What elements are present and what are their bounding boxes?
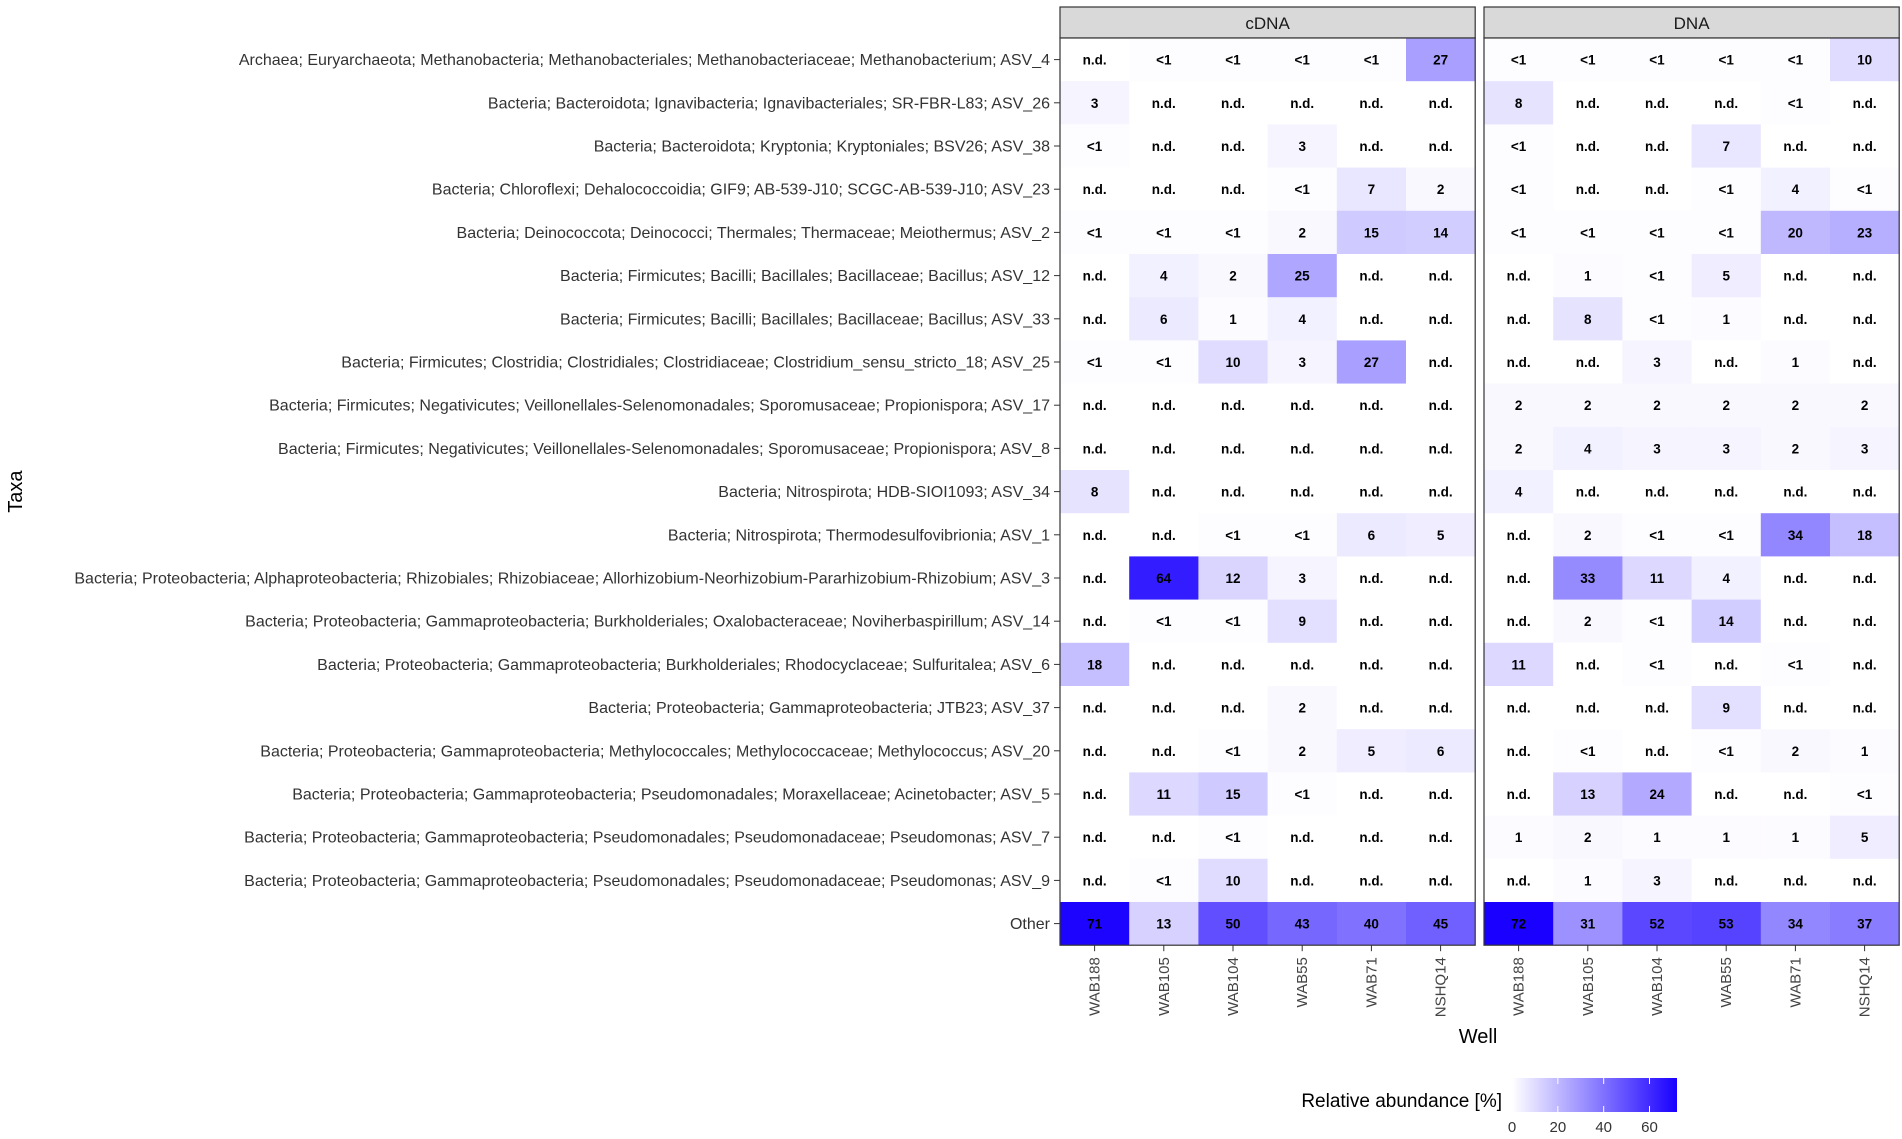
cell-value: 8 bbox=[1514, 95, 1523, 111]
row-label: Archaea; Euryarchaeota; Methanobacteria; Methanobacteriales; Methanobacteriaceae; Methanobacterium; ASV_4 bbox=[238, 52, 1050, 70]
cell-value: n.d. bbox=[1783, 268, 1808, 284]
cell-value: n.d. bbox=[1290, 441, 1315, 457]
legend-tick-label: 0 bbox=[1507, 1119, 1517, 1136]
cell-value: 2 bbox=[1298, 225, 1306, 241]
cell-value: <1 bbox=[1086, 139, 1103, 154]
cell-value: n.d. bbox=[1428, 571, 1453, 586]
row-label: Bacteria; Bacteroidota; Ignavibacteria; Ignavibacteriales; SR-FBR-L83; ASV_26 bbox=[487, 95, 1050, 113]
cell-value: 25 bbox=[1294, 268, 1310, 284]
cell-value: n.d. bbox=[1506, 268, 1531, 284]
cell-value: n.d. bbox=[1082, 182, 1107, 198]
cell-value: n.d. bbox=[1575, 700, 1600, 716]
cell-value: n.d. bbox=[1359, 571, 1384, 586]
cell-value: <1 bbox=[1225, 52, 1241, 68]
cell-value: 14 bbox=[1433, 225, 1449, 241]
cell-value: n.d. bbox=[1575, 95, 1600, 111]
cell-value: n.d. bbox=[1151, 398, 1176, 414]
row-label: Bacteria; Firmicutes; Negativicutes; Veillonellales-Selenomonadales; Sporomusaceae; Propionispora; ASV_17 bbox=[269, 397, 1050, 415]
cell-value: n.d. bbox=[1151, 95, 1176, 111]
row-label: Bacteria; Proteobacteria; Gammaproteobacteria; JTB23; ASV_37 bbox=[588, 700, 1050, 718]
cell-value: n.d. bbox=[1428, 657, 1453, 673]
cell-value: 11 bbox=[1649, 571, 1665, 586]
cell-value: 9 bbox=[1298, 614, 1306, 630]
cell-value: <1 bbox=[1649, 52, 1665, 68]
cell-value: n.d. bbox=[1783, 139, 1808, 154]
cell-value: 11 bbox=[1511, 657, 1526, 673]
cell-value: 2 bbox=[1584, 398, 1592, 414]
row-label: Bacteria; Proteobacteria; Gammaproteobacteria; Pseudomonadales; Moraxellaceae; Acinetobacter; ASV_5 bbox=[292, 786, 1050, 804]
cell-value: n.d. bbox=[1783, 614, 1808, 630]
cell-value: <1 bbox=[1156, 52, 1172, 68]
cell-value: 1 bbox=[1722, 830, 1730, 846]
cell-value: n.d. bbox=[1082, 787, 1107, 802]
facet-title: DNA bbox=[1673, 14, 1710, 33]
cell-value: 1 bbox=[1860, 743, 1869, 759]
cell-value: 1 bbox=[1229, 311, 1237, 327]
cell-value: n.d. bbox=[1783, 787, 1808, 802]
cell-value: n.d. bbox=[1852, 139, 1877, 154]
cell-value: n.d. bbox=[1359, 268, 1384, 284]
cell-value: <1 bbox=[1649, 614, 1665, 630]
row-label: Bacteria; Proteobacteria; Gammaproteobacteria; Pseudomonadales; Pseudomonadaceae; Pseudomonas; ASV_7 bbox=[244, 829, 1050, 847]
cell-value: 4 bbox=[1722, 571, 1730, 586]
cell-value: 1 bbox=[1722, 311, 1730, 327]
cell-value: n.d. bbox=[1290, 95, 1315, 111]
cell-value: n.d. bbox=[1151, 700, 1176, 716]
cell-value: n.d. bbox=[1852, 484, 1877, 500]
cell-value: <1 bbox=[1718, 52, 1734, 68]
cell-value: n.d. bbox=[1082, 700, 1107, 716]
cell-value: n.d. bbox=[1151, 527, 1176, 543]
cell-value: n.d. bbox=[1221, 182, 1245, 198]
cell-value: n.d. bbox=[1359, 657, 1384, 673]
cell-value: 24 bbox=[1649, 787, 1665, 802]
cell-value: <1 bbox=[1649, 311, 1665, 327]
cell-value: n.d. bbox=[1151, 139, 1176, 154]
cell-value: <1 bbox=[1225, 614, 1241, 630]
cell-value: 2 bbox=[1436, 182, 1445, 198]
cell-value: n.d. bbox=[1506, 743, 1531, 759]
cell-value: 2 bbox=[1584, 830, 1592, 846]
cell-value: n.d. bbox=[1852, 268, 1877, 284]
cell-value: n.d. bbox=[1221, 657, 1245, 673]
cell-value: 3 bbox=[1298, 139, 1306, 154]
cell-value: n.d. bbox=[1151, 657, 1176, 673]
cell-value: 33 bbox=[1580, 571, 1596, 586]
cell-value: <1 bbox=[1510, 182, 1527, 198]
facet-title: cDNA bbox=[1245, 14, 1290, 33]
cell-value: n.d. bbox=[1783, 484, 1808, 500]
row-label: Bacteria; Proteobacteria; Gammaproteobacteria; Methylococcales; Methylococcaceae; Methylococcus; ASV_20 bbox=[260, 743, 1050, 761]
cell-value: n.d. bbox=[1290, 484, 1315, 500]
cell-value: 64 bbox=[1156, 571, 1172, 586]
cell-value: <1 bbox=[1294, 787, 1310, 802]
cell-value: 50 bbox=[1225, 916, 1241, 932]
cell-value: <1 bbox=[1086, 355, 1103, 370]
cell-value: 23 bbox=[1857, 225, 1873, 241]
cell-value: n.d. bbox=[1221, 398, 1245, 414]
cell-value: n.d. bbox=[1082, 52, 1107, 68]
col-label: WAB55 bbox=[1718, 957, 1736, 1008]
cell-value: n.d. bbox=[1151, 484, 1176, 500]
cell-value: n.d. bbox=[1428, 95, 1453, 111]
cell-value: 45 bbox=[1433, 916, 1449, 932]
col-label: WAB71 bbox=[1363, 957, 1381, 1008]
cell-value: n.d. bbox=[1714, 657, 1739, 673]
cell-value: 2 bbox=[1722, 398, 1730, 414]
cell-value: 1 bbox=[1653, 830, 1661, 846]
row-label: Bacteria; Nitrospirota; Thermodesulfovibrionia; ASV_1 bbox=[667, 527, 1050, 545]
row-label: Bacteria; Firmicutes; Clostridia; Clostridiales; Clostridiaceae; Clostridium_sensu_stricto_18; ASV_25 bbox=[341, 354, 1050, 372]
cell-value: <1 bbox=[1225, 830, 1241, 846]
cell-value: 20 bbox=[1787, 225, 1803, 241]
cell-value: n.d. bbox=[1428, 398, 1453, 414]
cell-value: n.d. bbox=[1082, 311, 1107, 327]
row-label: Bacteria; Proteobacteria; Alphaproteobacteria; Rhizobiales; Rhizobiaceae; Allorhizobium-Neorhizobium-Pararhizobium-Rhizobium; ASV_3 bbox=[74, 570, 1050, 588]
cell-value: 2 bbox=[1584, 614, 1592, 630]
cell-value: 37 bbox=[1857, 916, 1873, 932]
cell-value: n.d. bbox=[1783, 571, 1808, 586]
cell-value: 15 bbox=[1225, 787, 1241, 802]
cell-value: n.d. bbox=[1428, 268, 1453, 284]
row-label: Bacteria; Bacteroidota; Kryptonia; Kryptoniales; BSV26; ASV_38 bbox=[593, 138, 1050, 156]
cell-value: 2 bbox=[1653, 398, 1661, 414]
cell-value: <1 bbox=[1649, 225, 1665, 241]
cell-value: 2 bbox=[1298, 743, 1306, 759]
cell-value: <1 bbox=[1718, 743, 1734, 759]
legend-tick-label: 60 bbox=[1641, 1119, 1658, 1136]
cell-value: 18 bbox=[1087, 657, 1103, 673]
cell-value: n.d. bbox=[1290, 398, 1315, 414]
cell-value: n.d. bbox=[1575, 139, 1600, 154]
cell-value: <1 bbox=[1156, 873, 1172, 889]
col-label: WAB105 bbox=[1579, 957, 1597, 1016]
legend-colorbar bbox=[1512, 1078, 1677, 1112]
cell-value: 2 bbox=[1860, 398, 1869, 414]
col-label: NSHQ14 bbox=[1432, 957, 1450, 1018]
cell-value: 4 bbox=[1160, 268, 1168, 284]
cell-value: n.d. bbox=[1359, 441, 1384, 457]
cell-value: 8 bbox=[1584, 311, 1592, 327]
cell-value: 43 bbox=[1294, 916, 1310, 932]
cell-value: n.d. bbox=[1852, 614, 1877, 630]
cell-value: 1 bbox=[1791, 355, 1800, 370]
cell-value: <1 bbox=[1649, 657, 1665, 673]
cell-value: 11 bbox=[1156, 787, 1171, 802]
col-label: WAB104 bbox=[1649, 957, 1666, 1016]
cell-value: 2 bbox=[1791, 743, 1800, 759]
cell-value: 6 bbox=[1367, 527, 1376, 543]
cell-value: <1 bbox=[1649, 527, 1665, 543]
cell-value: n.d. bbox=[1506, 700, 1531, 716]
cell-value: n.d. bbox=[1645, 484, 1669, 500]
cell-value: n.d. bbox=[1221, 95, 1245, 111]
cell-value: n.d. bbox=[1359, 95, 1384, 111]
cell-value: n.d. bbox=[1082, 571, 1107, 586]
cell-value: 53 bbox=[1718, 916, 1734, 932]
cell-value: <1 bbox=[1510, 225, 1527, 241]
cell-value: n.d. bbox=[1714, 873, 1739, 889]
cell-value: 27 bbox=[1363, 355, 1379, 370]
cell-value: n.d. bbox=[1575, 182, 1600, 198]
cell-value: 4 bbox=[1514, 484, 1523, 500]
cell-value: 5 bbox=[1722, 268, 1730, 284]
cell-value: n.d. bbox=[1359, 787, 1384, 802]
cell-value: n.d. bbox=[1428, 873, 1453, 889]
cell-value: n.d. bbox=[1221, 484, 1245, 500]
cell-value: n.d. bbox=[1151, 830, 1176, 846]
cell-value: <1 bbox=[1225, 743, 1241, 759]
cell-value: n.d. bbox=[1852, 311, 1877, 327]
cell-value: n.d. bbox=[1428, 441, 1453, 457]
cell-value: n.d. bbox=[1428, 139, 1453, 154]
cell-value: n.d. bbox=[1645, 700, 1669, 716]
cell-value: n.d. bbox=[1645, 95, 1669, 111]
cell-value: n.d. bbox=[1082, 830, 1107, 846]
cell-value: n.d. bbox=[1221, 700, 1245, 716]
cell-value: <1 bbox=[1787, 657, 1804, 673]
cell-value: <1 bbox=[1294, 182, 1310, 198]
row-label: Bacteria; Proteobacteria; Gammaproteobacteria; Burkholderiales; Oxalobacteraceae; Noviherbaspirillum; ASV_14 bbox=[245, 613, 1050, 631]
cell-value: n.d. bbox=[1082, 527, 1107, 543]
cell-value: n.d. bbox=[1783, 311, 1808, 327]
cell-value: n.d. bbox=[1852, 700, 1877, 716]
row-label: Bacteria; Chloroflexi; Dehalococcoidia; GIF9; AB-539-J10; SCGC-AB-539-J10; ASV_23 bbox=[431, 181, 1050, 199]
cell-value: n.d. bbox=[1082, 268, 1107, 284]
cell-value: 9 bbox=[1722, 700, 1730, 716]
cell-value: 2 bbox=[1298, 700, 1306, 716]
cell-value: <1 bbox=[1718, 527, 1734, 543]
cell-value: <1 bbox=[1510, 139, 1527, 154]
cell-value: n.d. bbox=[1290, 873, 1315, 889]
cell-value: <1 bbox=[1156, 355, 1172, 370]
cell-value: <1 bbox=[1718, 225, 1734, 241]
cell-value: 2 bbox=[1791, 398, 1800, 414]
cell-value: 4 bbox=[1584, 441, 1592, 457]
cell-value: 5 bbox=[1860, 830, 1869, 846]
cell-value: n.d. bbox=[1221, 441, 1245, 457]
cell-value: 14 bbox=[1718, 614, 1734, 630]
cell-value: 2 bbox=[1514, 398, 1523, 414]
row-label: Bacteria; Deinococcota; Deinococci; Thermales; Thermaceae; Meiothermus; ASV_2 bbox=[456, 224, 1050, 242]
cell-value: 4 bbox=[1791, 182, 1800, 198]
cell-value: n.d. bbox=[1506, 355, 1531, 370]
y-axis-title: Taxa bbox=[5, 470, 27, 513]
cell-value: n.d. bbox=[1645, 139, 1669, 154]
col-label: WAB188 bbox=[1510, 957, 1528, 1016]
cell-value: n.d. bbox=[1645, 743, 1669, 759]
cell-value: n.d. bbox=[1428, 311, 1453, 327]
row-label: Bacteria; Firmicutes; Negativicutes; Veillonellales-Selenomonadales; Sporomusaceae; Propionispora; ASV_8 bbox=[278, 440, 1050, 458]
cell-value: <1 bbox=[1718, 182, 1734, 198]
cell-value: 5 bbox=[1367, 743, 1376, 759]
cell-value: n.d. bbox=[1359, 311, 1384, 327]
cell-value: n.d. bbox=[1359, 700, 1384, 716]
cell-value: 6 bbox=[1160, 311, 1168, 327]
cell-value: 52 bbox=[1649, 916, 1665, 932]
cell-value: n.d. bbox=[1852, 657, 1877, 673]
cell-value: n.d. bbox=[1783, 873, 1808, 889]
cell-value: n.d. bbox=[1714, 484, 1739, 500]
cell-value: 2 bbox=[1514, 441, 1523, 457]
cell-value: 31 bbox=[1580, 916, 1596, 932]
row-label: Other bbox=[1009, 916, 1050, 934]
row-label: Bacteria; Proteobacteria; Gammaproteobacteria; Pseudomonadales; Pseudomonadaceae; Pseudomonas; ASV_9 bbox=[244, 872, 1050, 890]
cell-value: 13 bbox=[1156, 916, 1172, 932]
cell-value: n.d. bbox=[1428, 484, 1453, 500]
cell-value: 1 bbox=[1514, 830, 1523, 846]
cell-value: 3 bbox=[1298, 355, 1306, 370]
cell-value: 3 bbox=[1653, 355, 1661, 370]
cell-value: <1 bbox=[1086, 225, 1103, 241]
cell-value: n.d. bbox=[1151, 743, 1176, 759]
cell-value: n.d. bbox=[1359, 614, 1384, 630]
col-label: WAB105 bbox=[1155, 957, 1173, 1016]
row-label: Bacteria; Proteobacteria; Gammaproteobacteria; Burkholderiales; Rhodocyclaceae; Sulfuritalea; ASV_6 bbox=[317, 656, 1050, 674]
cell-value: 2 bbox=[1791, 441, 1800, 457]
cell-value: n.d. bbox=[1151, 441, 1176, 457]
cell-value: n.d. bbox=[1359, 484, 1384, 500]
cell-value: n.d. bbox=[1290, 830, 1315, 846]
cell-value: 10 bbox=[1225, 873, 1241, 889]
cell-value: 7 bbox=[1367, 182, 1376, 198]
cell-value: <1 bbox=[1363, 52, 1380, 68]
cell-value: 27 bbox=[1433, 52, 1449, 68]
cell-value: n.d. bbox=[1506, 873, 1531, 889]
cell-value: 10 bbox=[1857, 52, 1873, 68]
cell-value: <1 bbox=[1510, 52, 1527, 68]
cell-value: 40 bbox=[1363, 916, 1379, 932]
cell-value: 8 bbox=[1090, 484, 1099, 500]
cell-value: <1 bbox=[1856, 787, 1873, 802]
cell-value: n.d. bbox=[1082, 398, 1107, 414]
cell-value: 1 bbox=[1791, 830, 1800, 846]
cell-value: n.d. bbox=[1428, 830, 1453, 846]
cell-value: n.d. bbox=[1852, 355, 1877, 370]
cell-value: n.d. bbox=[1575, 657, 1600, 673]
cell-value: <1 bbox=[1156, 225, 1172, 241]
cell-value: 2 bbox=[1584, 527, 1592, 543]
cell-value: <1 bbox=[1225, 225, 1241, 241]
cell-value: <1 bbox=[1649, 268, 1665, 284]
cell-value: n.d. bbox=[1783, 700, 1808, 716]
cell-value: 7 bbox=[1722, 139, 1730, 154]
col-label: NSHQ14 bbox=[1856, 957, 1874, 1018]
cell-value: <1 bbox=[1156, 614, 1172, 630]
cell-value: <1 bbox=[1580, 743, 1596, 759]
cell-value: 10 bbox=[1225, 355, 1241, 370]
cell-value: n.d. bbox=[1714, 355, 1739, 370]
legend-tick-label: 40 bbox=[1595, 1119, 1613, 1136]
cell-value: n.d. bbox=[1082, 873, 1107, 889]
cell-value: <1 bbox=[1225, 527, 1241, 543]
cell-value: 3 bbox=[1090, 95, 1099, 111]
cell-value: n.d. bbox=[1428, 787, 1453, 802]
cell-value: <1 bbox=[1294, 52, 1310, 68]
cell-value: n.d. bbox=[1575, 484, 1600, 500]
cell-value: 13 bbox=[1580, 787, 1596, 802]
cell-value: n.d. bbox=[1852, 571, 1877, 586]
cell-value: 34 bbox=[1787, 916, 1803, 932]
legend-tick-label: 20 bbox=[1549, 1119, 1567, 1136]
cell-value: n.d. bbox=[1428, 355, 1453, 370]
col-label: WAB188 bbox=[1086, 957, 1104, 1016]
cell-value: 3 bbox=[1653, 873, 1661, 889]
cell-value: <1 bbox=[1787, 52, 1804, 68]
col-label: WAB104 bbox=[1225, 957, 1242, 1016]
cell-value: 3 bbox=[1722, 441, 1730, 457]
cell-value: 34 bbox=[1787, 527, 1803, 543]
cell-value: n.d. bbox=[1359, 139, 1384, 154]
cell-value: n.d. bbox=[1428, 614, 1453, 630]
cell-value: n.d. bbox=[1082, 441, 1107, 457]
cell-value: n.d. bbox=[1575, 355, 1600, 370]
cell-value: n.d. bbox=[1221, 139, 1245, 154]
cell-value: 3 bbox=[1653, 441, 1661, 457]
cell-value: n.d. bbox=[1506, 527, 1531, 543]
cell-value: 2 bbox=[1229, 268, 1237, 284]
cell-value: <1 bbox=[1856, 182, 1873, 198]
cell-value: n.d. bbox=[1714, 95, 1739, 111]
cell-value: 5 bbox=[1436, 527, 1445, 543]
col-label: WAB55 bbox=[1294, 957, 1312, 1008]
cell-value: n.d. bbox=[1359, 830, 1384, 846]
x-axis-title: Well bbox=[1458, 1026, 1498, 1048]
cell-value: 12 bbox=[1225, 571, 1241, 586]
cell-value: n.d. bbox=[1506, 787, 1531, 802]
cell-value: n.d. bbox=[1645, 182, 1669, 198]
cell-value: 6 bbox=[1436, 743, 1445, 759]
cell-value: 72 bbox=[1511, 916, 1527, 932]
cell-value: 18 bbox=[1857, 527, 1873, 543]
cell-value: n.d. bbox=[1506, 614, 1531, 630]
cell-value: <1 bbox=[1580, 52, 1596, 68]
cell-value: n.d. bbox=[1428, 700, 1453, 716]
cell-value: n.d. bbox=[1082, 614, 1107, 630]
col-label: WAB71 bbox=[1787, 957, 1805, 1008]
cell-value: n.d. bbox=[1359, 873, 1384, 889]
cell-value: n.d. bbox=[1359, 398, 1384, 414]
cell-value: <1 bbox=[1787, 95, 1804, 111]
cell-value: n.d. bbox=[1714, 787, 1739, 802]
cell-value: 15 bbox=[1363, 225, 1379, 241]
cell-value: 3 bbox=[1298, 571, 1306, 586]
cell-value: n.d. bbox=[1290, 657, 1315, 673]
cell-value: 1 bbox=[1584, 873, 1592, 889]
cell-value: n.d. bbox=[1506, 571, 1531, 586]
cell-value: n.d. bbox=[1852, 873, 1877, 889]
cell-value: n.d. bbox=[1506, 311, 1531, 327]
cell-value: n.d. bbox=[1151, 182, 1176, 198]
legend-title: Relative abundance [%] bbox=[1301, 1091, 1502, 1112]
cell-value: <1 bbox=[1580, 225, 1596, 241]
cell-value: n.d. bbox=[1852, 95, 1877, 111]
row-label: Bacteria; Nitrospirota; HDB-SIOI1093; ASV_34 bbox=[718, 484, 1050, 502]
row-label: Bacteria; Firmicutes; Bacilli; Bacillales; Bacillaceae; Bacillus; ASV_33 bbox=[560, 311, 1050, 329]
cell-value: n.d. bbox=[1082, 743, 1107, 759]
cell-value: 1 bbox=[1584, 268, 1592, 284]
row-label: Bacteria; Firmicutes; Bacilli; Bacillales; Bacillaceae; Bacillus; ASV_12 bbox=[560, 268, 1050, 286]
cell-value: 4 bbox=[1298, 311, 1306, 327]
cell-value: 71 bbox=[1087, 916, 1103, 932]
cell-value: 3 bbox=[1860, 441, 1869, 457]
cell-value: <1 bbox=[1294, 527, 1310, 543]
